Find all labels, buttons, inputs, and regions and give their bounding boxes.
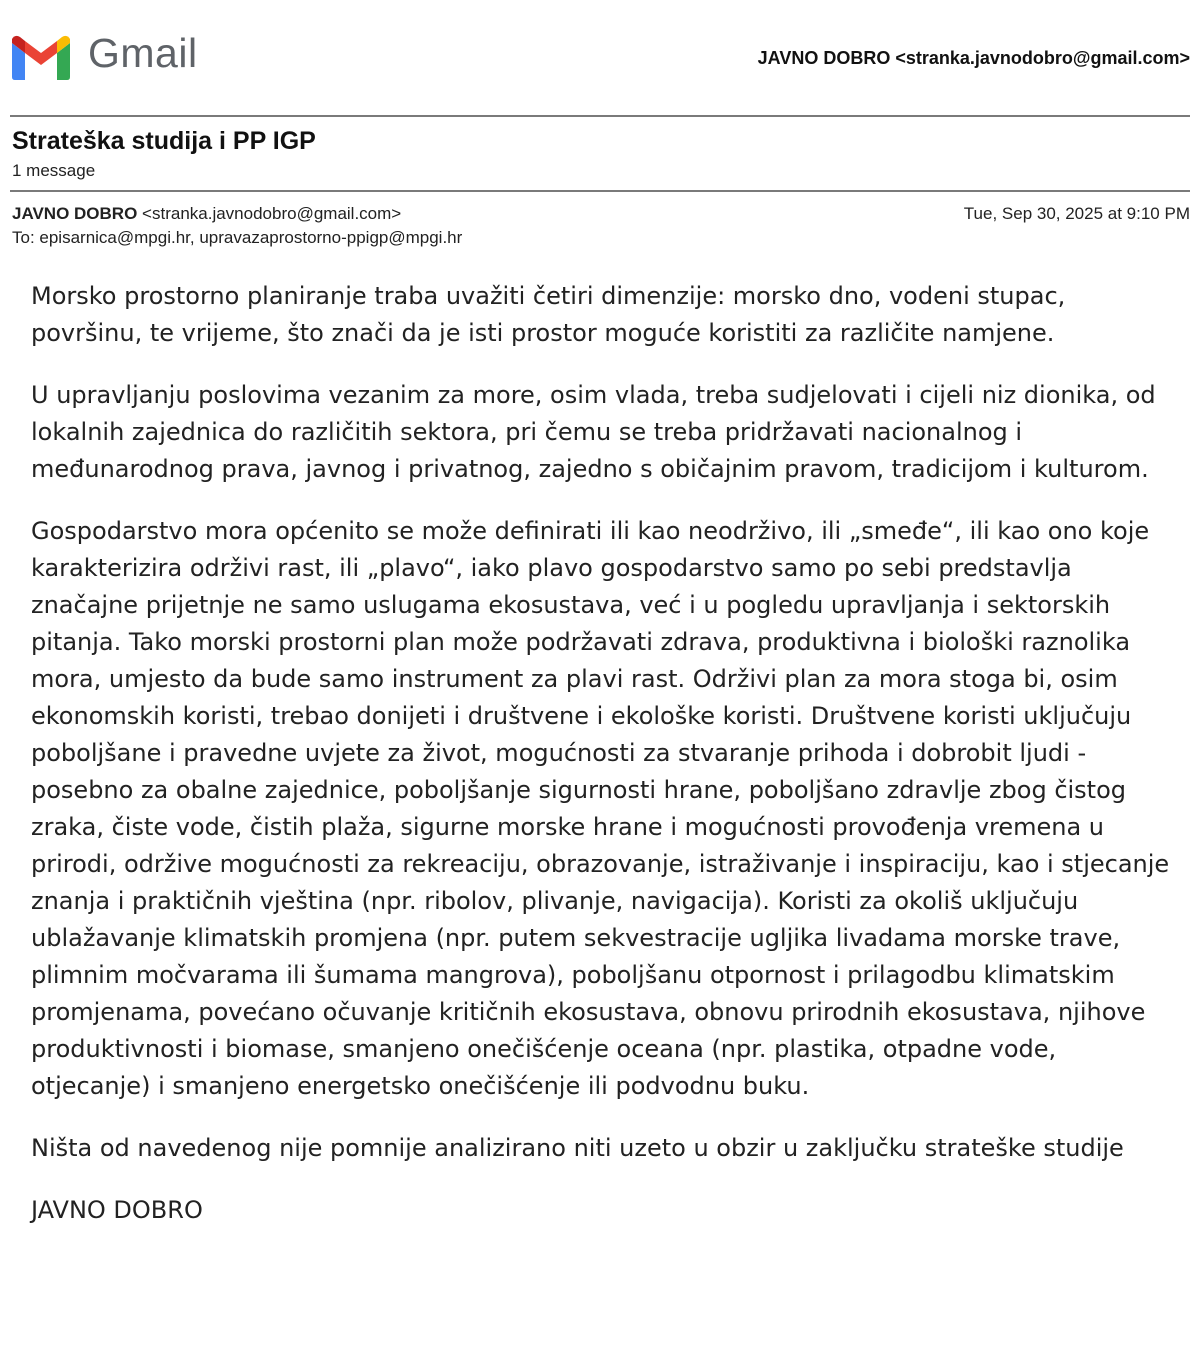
body-paragraph: Gospodarstvo mora općenito se može definirati ili kao neodrživo, ili „smeđe“, ili kao ono koje karakterizira održivi rast, ili „plavo“, iako plavo gospodarstvo samo po sebi predstavlja značajne prijetnje ne samo uslugama ekosustava, već i u pogledu upravljanja i sektorskih pitanja. Tako morski prostorni plan može podržavati zdrava, produktivna i biološki raznolika mora, umjesto da bude samo instrument za plavi rast. Održivi plan za mora stoga bi, osim ekonomskih koristi, trebao donijeti i društvene i ekološke koristi. Društvene koristi uključuju poboljšane i pravedne uvjete za život, mogućnosti za stvaranje prihoda i dobrobit ljudi - posebno za obalne zajednice, poboljšanje sigurnosti hrane, poboljšano zdravlje zbog čistog zraka, čiste vode, čistih plaža, sigurne morske hrane i mogućnosti provođenja vremena u prirodi, održive mogućnosti za rekreaciju, obrazovanje, istraživanje i inspiraciju, kao i stjecanje znanja i praktičnih vještina (npr. ribolov, plivanje, navigacija). Koristi za okoliš uključuju ublažavanje klimatskih promjena (npr. putem sekvestracije ugljika livadama morske trave, plimnim močvarama ili šumama mangrova), poboljšanu otpornost i prilagodbu klimatskim promjenama, povećano očuvanje kritičnih ekosustava, obnovu prirodnih ekosustava, njihove produktivnosti i biomase, smanjeno onečišćenje oceana (npr. plastika, otpadne vode, otjecanje) i smanjeno energetsko onečišćenje ili podvodnu buku. — [31, 517, 1170, 1100]
sender-email: <stranka.javnodobro@gmail.com> — [142, 204, 402, 223]
recipients: To: episarnica@mpgi.hr, upravazaprostorno-ppigp@mpgi.hr — [12, 228, 463, 247]
account-identity: JAVNO DOBRO <stranka.javnodobro@gmail.com> — [757, 48, 1190, 68]
signature: JAVNO DOBRO — [31, 1196, 203, 1224]
body-paragraph: Morsko prostorno planiranje traba uvažiti četiri dimenzije: morsko dno, vodeni stupac, površinu, te vrijeme, što znači da je isti prostor moguće koristiti za različite namjene. — [31, 282, 1066, 347]
header-divider — [10, 115, 1190, 117]
message-date: Tue, Sep 30, 2025 at 9:10 PM — [963, 204, 1190, 223]
body-paragraph: U upravljanju poslovima vezanim za more, osim vlada, treba sudjelovati i cijeli niz dionika, od lokalnih zajednica do različitih sektora, pri čemu se treba pridržavati nacionalnog i međunarodnog prava, javnog i privatnog, zajedno s običajnim pravom, tradicijom i kulturom. — [31, 381, 1156, 483]
subject-divider — [10, 190, 1190, 192]
message-body — [31, 278, 1176, 1254]
thread-subject: Strateška studija i PP IGP — [12, 127, 316, 155]
gmail-wordmark: Gmail — [88, 30, 198, 76]
gmail-logo-icon — [10, 33, 72, 81]
message-meta — [12, 204, 1190, 248]
body-paragraph: Ništa od navedenog nije pomnije analizirano niti uzeto u obzir u zaključku strateške studije — [31, 1134, 1124, 1162]
message-count: 1 message — [12, 161, 96, 180]
gmail-header — [10, 30, 1190, 90]
sender-name: JAVNO DOBRO — [12, 204, 138, 223]
